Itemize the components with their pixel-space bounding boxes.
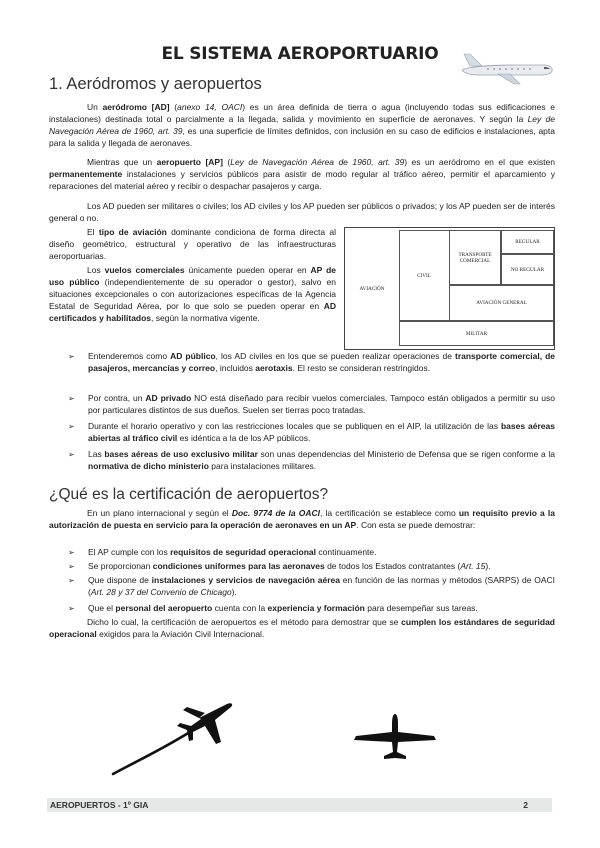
list-item: ➢ Que el personal del aeropuerto cuenta con la experiencia y formación para desempeñar sus tareas.	[68, 603, 478, 613]
section-heading-certificacion: ¿Qué es la certificación de aeropuertos?	[49, 486, 329, 503]
list-item: ➢ Se proporcionan condiciones uniformes para las aeronaves de todos los Estados contratantes (Art. 15).	[68, 561, 491, 571]
list-item: ➢ Que dispone de instalaciones y servicios de navegación aérea en función de las normas y métodos (SARPS) de OACI (Art. 28 y 37 del Convenio de Chicago).	[68, 575, 555, 597]
page-number: 2	[523, 800, 528, 810]
page-title: EL SISTEMA AEROPORTUARIO	[161, 44, 439, 64]
diagram-militar: MILITAR	[399, 321, 554, 346]
diagram-no-regular: NO REGULAR	[501, 254, 554, 285]
bullet-arrow-icon: ➢	[68, 450, 75, 459]
paragraph-aeropuerto: Mientras que un aeropuerto [AP] (Ley de Navegación Aérea de 1960, art. 39) es un aeródromo en el que existen permanentemente instalaciones y servicios públicos para asistir de modo regular al tráfico aéreo, permitir el aparcamiento y reparaciones del material aéreo y recibir o despachar pasajeros y carga.	[49, 157, 555, 191]
paragraph-clasificacion: Los AD pueden ser militares o civiles; los AD civiles y los AP pueden ser públicos o privados; y los AP pueden ser de interés general o no.	[49, 201, 555, 223]
diagram-aviacion: AVIACIÓN	[359, 285, 385, 292]
bullet-arrow-icon: ➢	[68, 548, 75, 557]
bullet-arrow-icon: ➢	[68, 352, 75, 361]
list-item: ➢ Entenderemos como AD público, los AD civiles en los que se pueden realizar operaciones de transporte comercial, de pasajeros, mercancías y correo, incluidos aerotaxis. El resto se consideran restringidos.	[68, 351, 556, 373]
paragraph-certificacion: En un plano internacional y según el Doc. 9774 de la OACI, la certificación se establece como un requisito previo a la autorización de puesta en servicio para la operación de aeronaves en un AP. Con esta se puede demostrar:	[49, 508, 555, 530]
diagram-regular: REGULAR	[501, 230, 554, 254]
paragraph-conclusion: Dicho lo cual, la certificación de aeropuertos es el método para demostrar que se cumplen los estándares de seguridad operacional exigidos para la Aviación Civil Internacional.	[49, 617, 555, 639]
airliner-image	[458, 50, 554, 90]
list-item: ➢ El AP cumple con los requisitos de seguridad operacional continuamente.	[68, 547, 377, 557]
bullet-arrow-icon: ➢	[68, 604, 75, 613]
diagram-aviacion-general: AVIACIÓN GENERAL	[449, 285, 554, 321]
plane-swoosh-icon	[105, 700, 240, 780]
aviation-types-diagram	[344, 227, 555, 350]
bullet-arrow-icon: ➢	[68, 394, 75, 403]
bullet-arrow-icon: ➢	[68, 422, 75, 431]
bullet-arrow-icon: ➢	[68, 576, 75, 585]
propeller-plane-icon	[352, 712, 438, 762]
paragraph-vuelos-comerciales: Los vuelos comerciales únicamente pueden operar en AP de uso público (independientemente de su operador o gestor), salvo en situaciones excepcionales o con autorizaciones específicas de la Agencia Estatal de Seguridad Aérea, por lo que solo se pueden operar en AD certificados y habilitados, según la normativa vigente.	[49, 265, 336, 323]
list-item: ➢ Las bases aéreas de uso exclusivo militar son unas dependencias del Ministerio de Defensa que se rigen conforme a la normativa de dicho ministerio para instalaciones militares.	[68, 449, 555, 471]
footer-course: AEROPUERTOS - 1º GIA	[50, 800, 149, 810]
list-item: ➢ Durante el horario operativo y con las restricciones locales que se publiquen en el AIP, la utilización de las bases aéreas abiertas al tráfico civil es idéntica a la de los AP públicos.	[68, 421, 555, 443]
paragraph-tipo-aviacion: El tipo de aviación dominante condiciona de forma directa al diseño geométrico, estructural y operativo de las infraestructuras aeroportuarias.	[49, 227, 336, 261]
list-item: ➢ Por contra, un AD privado NO está diseñado para recibir vuelos comerciales. Tampoco están obligados a permitir su uso por particulares distintos de sus dueños. Suelen ser tierras poco tratadas.	[68, 393, 555, 415]
bullet-arrow-icon: ➢	[68, 562, 75, 571]
diagram-transporte-comercial: TRANSPORTE COMERCIAL	[449, 230, 501, 285]
section-heading-aerodromos: 1. Aeródromos y aeropuertos	[49, 75, 262, 93]
paragraph-aerodromo: Un aeródromo [AD] (anexo 14, OACI) es un área definida de tierra o agua (incluyendo todas sus edificaciones e instalaciones) destinada total o parcialmente a la llegada, salida y movimiento en superficie de aeronaves. Y según la Ley de Navegación Aérea de 1960, art. 39, es una superficie de límites definidos, con inclusión en su caso de edificios e instalaciones, apta para la salida y llegada de aeronaves.	[49, 102, 555, 148]
page-footer	[47, 798, 552, 812]
diagram-civil: CIVIL	[417, 272, 431, 279]
